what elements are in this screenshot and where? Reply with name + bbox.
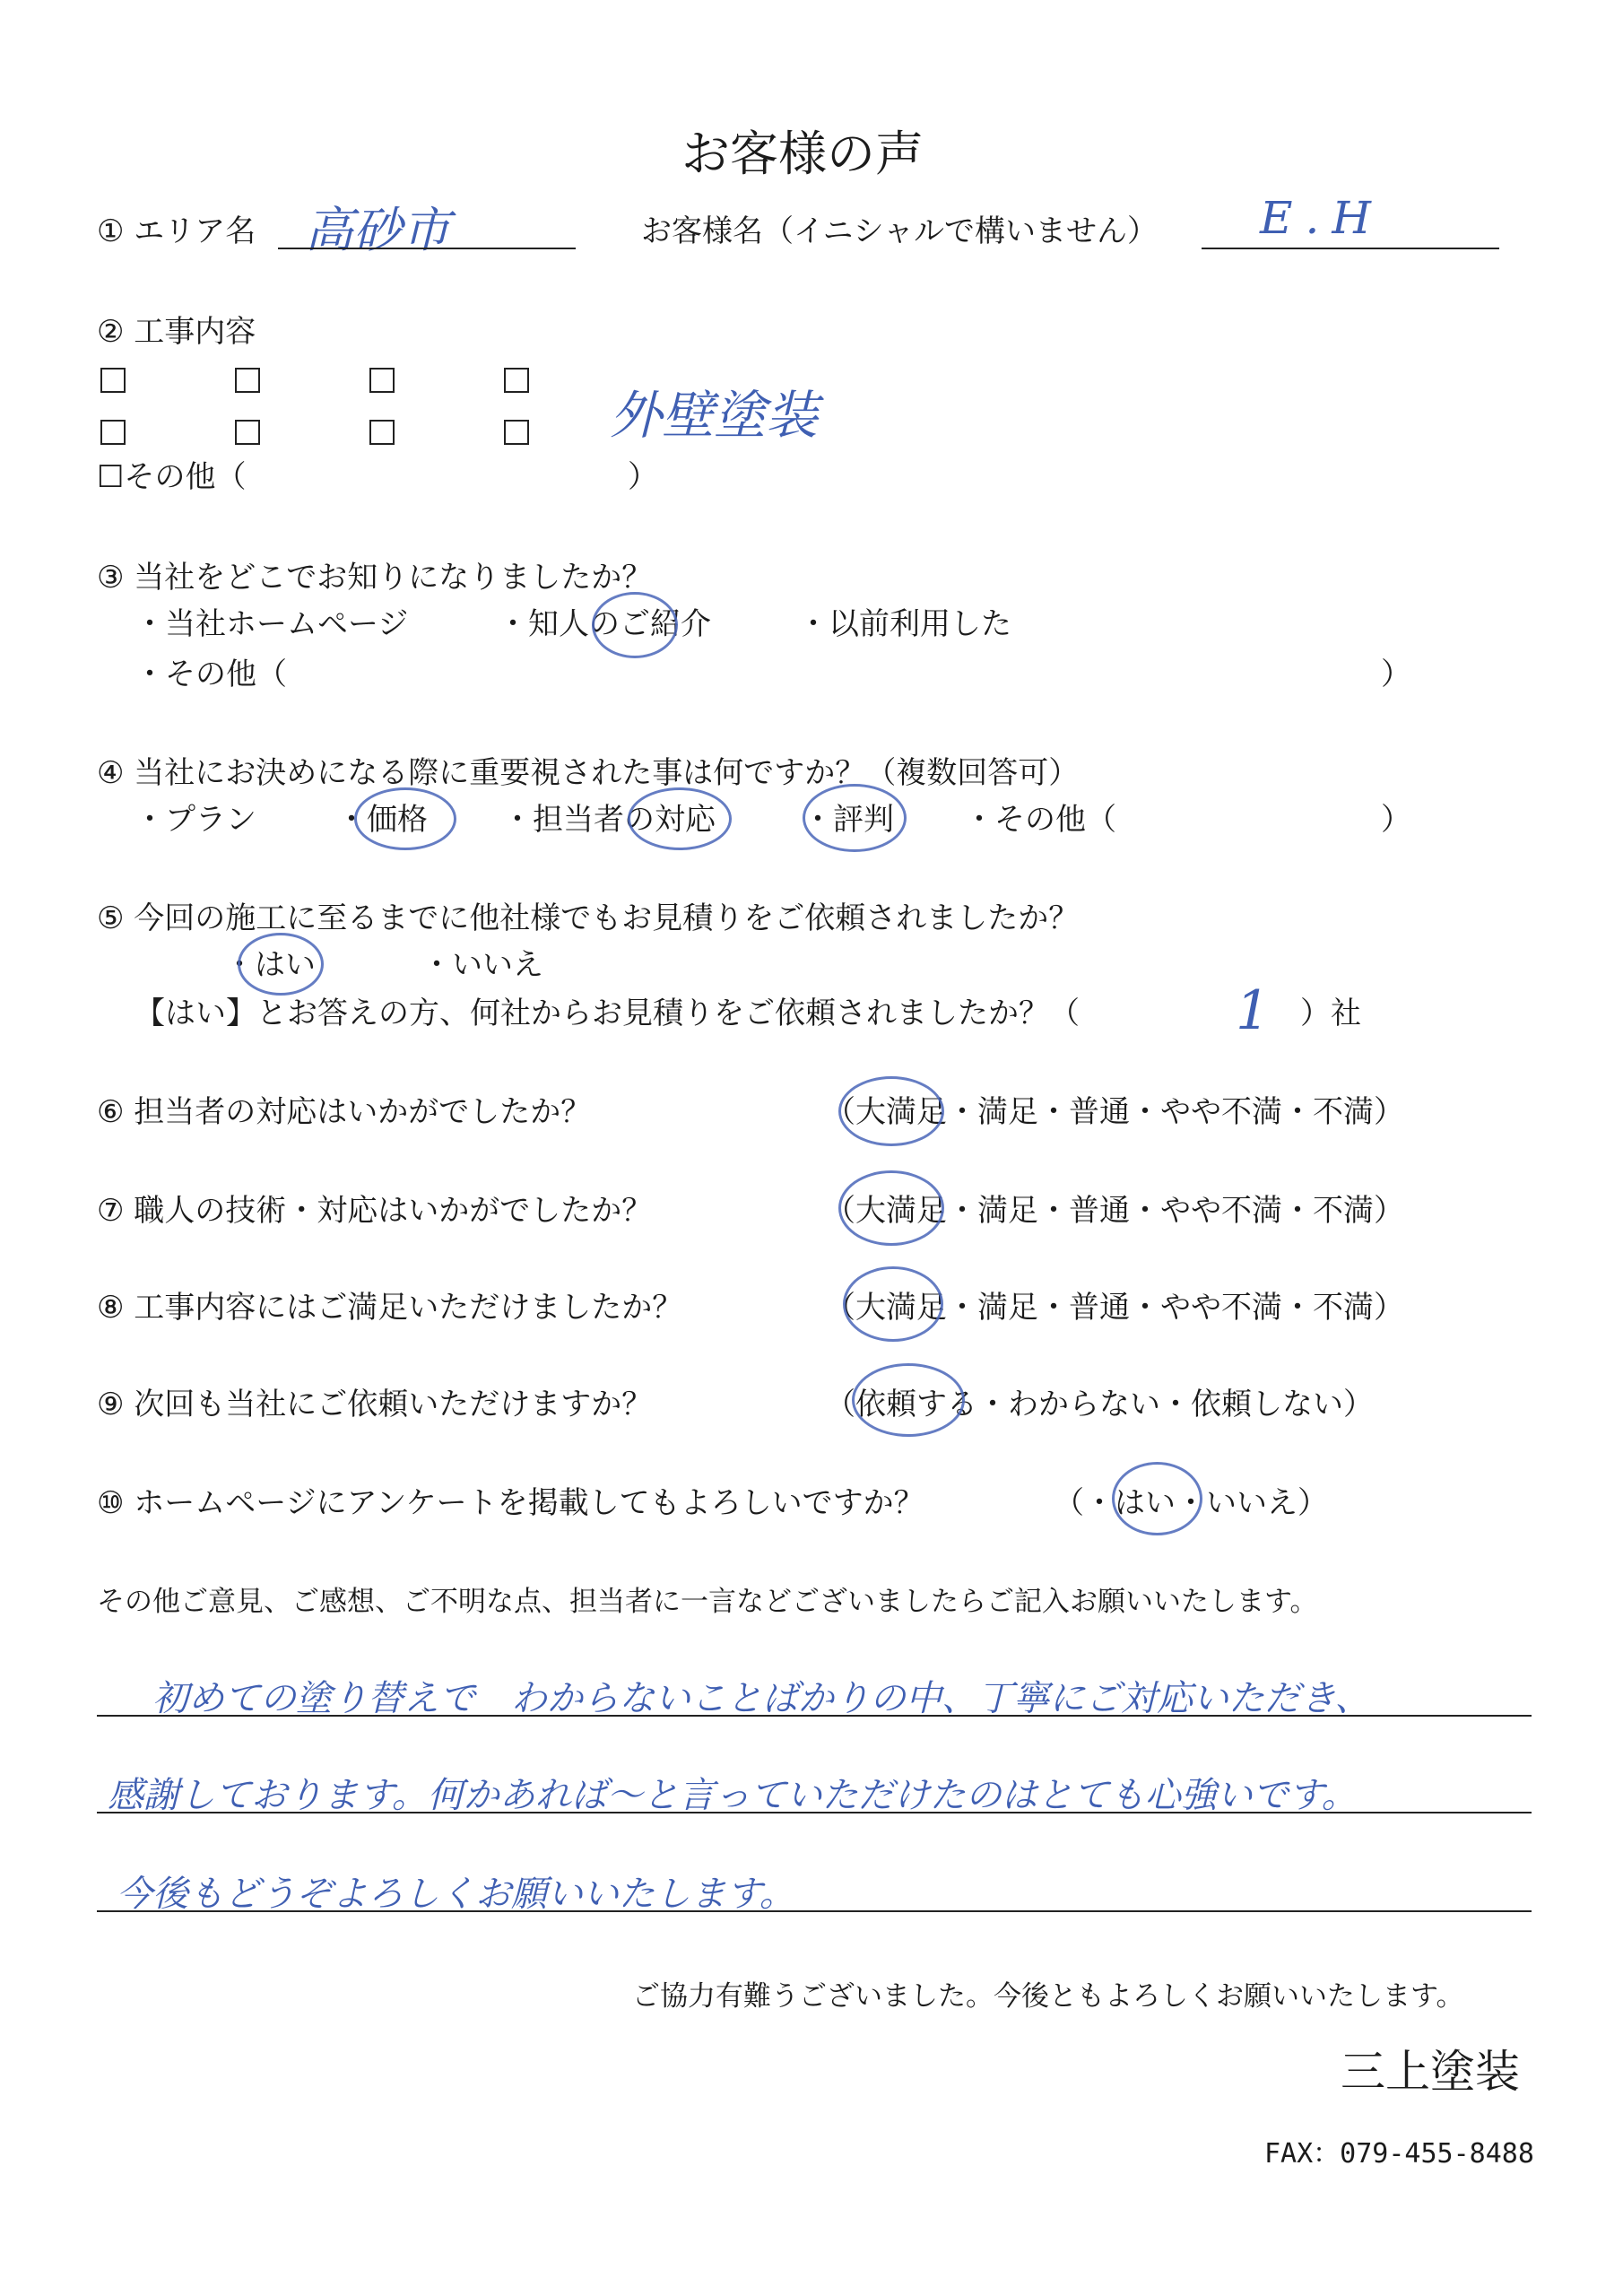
checkbox[interactable] xyxy=(100,420,126,445)
selection-circle xyxy=(628,787,732,850)
q8-scale[interactable]: （大満足・満足・普通・やや不満・不満） xyxy=(825,1290,1404,1326)
q3-label: ③ 当社をどこでお知りになりましたか？ xyxy=(97,560,653,596)
q2-other-close: ） xyxy=(628,459,658,495)
q7-scale[interactable]: （大満足・満足・普通・やや不満・不満） xyxy=(825,1193,1404,1229)
thanks-message: ご協力有難うございました。今後ともよろしくお願いいたします。 xyxy=(632,1980,1464,2013)
customer-underline xyxy=(1202,248,1499,249)
comment-underline-1 xyxy=(97,1715,1532,1717)
page-title: お客様の声 xyxy=(681,126,924,182)
comment-line-2[interactable]: 感謝しております。何かあれば〜と言っていただけたのはとても心強いです。 xyxy=(108,1775,1358,1816)
comment-underline-3 xyxy=(97,1910,1532,1912)
comment-underline-2 xyxy=(97,1812,1532,1813)
q4-option-staff[interactable]: ・担当者の対応 xyxy=(502,802,716,838)
area-label: ① エリア名 xyxy=(97,213,256,249)
q10-scale[interactable]: （・はい・いいえ） xyxy=(1054,1485,1328,1521)
selection-circle xyxy=(354,787,456,850)
q5-followup: 【はい】とお答えの方、何社からお見積りをご依頼されましたか？（ xyxy=(135,996,1080,1031)
q4-option-price[interactable]: ・価格 xyxy=(336,802,428,838)
checkbox[interactable] xyxy=(369,420,395,445)
q5-count[interactable]: 1 xyxy=(1236,979,1271,1042)
q10-label: ⑩ ホームページにアンケートを掲載してもよろしいですか？ xyxy=(97,1485,924,1521)
selection-circle xyxy=(803,784,907,852)
checkbox-grid xyxy=(100,368,549,445)
checkbox[interactable] xyxy=(235,420,260,445)
q9-label: ⑨ 次回も当社にご依頼いただけますか？ xyxy=(97,1387,653,1422)
selection-circle xyxy=(838,1170,944,1246)
comments-prompt: その他ご意見、ご感想、ご不明な点、担当者に一言などございましたらご記入お願いいたします。 xyxy=(97,1586,1318,1618)
checkbox[interactable] xyxy=(100,368,126,393)
q4-option-other-close: ） xyxy=(1381,802,1411,838)
q3-option-homepage[interactable]: ・当社ホームページ xyxy=(135,606,409,642)
checkbox[interactable] xyxy=(504,368,529,393)
selection-circle xyxy=(1112,1462,1202,1535)
q5-option-yes[interactable]: ・はい xyxy=(224,947,316,983)
q2-other-label: ☐その他（ xyxy=(97,459,247,495)
selection-circle xyxy=(238,933,324,996)
q2-label: ② 工事内容 xyxy=(97,314,256,350)
selection-circle xyxy=(592,592,678,658)
q7-label: ⑦ 職人の技術・対応はいかがでしたか？ xyxy=(97,1193,653,1229)
fax-number: FAX：079-455-8488 xyxy=(1264,2138,1534,2170)
checkbox[interactable] xyxy=(235,368,260,393)
checkbox[interactable] xyxy=(369,368,395,393)
q5-option-no[interactable]: ・いいえ xyxy=(421,947,543,983)
q8-label: ⑧ 工事内容にはご満足いただけましたか？ xyxy=(97,1290,683,1326)
area-value[interactable]: 高砂市 xyxy=(305,202,450,258)
selection-circle xyxy=(838,1076,944,1146)
q9-scale[interactable]: （依頼する・わからない・依頼しない） xyxy=(825,1387,1374,1422)
q3-option-previous[interactable]: ・以前利用した xyxy=(798,606,1011,642)
checkbox[interactable] xyxy=(504,420,529,445)
work-content-handwritten[interactable]: 外壁塗装 xyxy=(610,385,819,446)
q4-option-plan[interactable]: ・プラン xyxy=(135,802,256,838)
area-underline xyxy=(278,248,576,249)
selection-circle xyxy=(852,1363,965,1437)
selection-circle xyxy=(843,1266,943,1342)
q5-followup-close: ）社 xyxy=(1300,996,1361,1031)
q4-option-reputation[interactable]: ・評判 xyxy=(803,802,894,838)
q4-option-other[interactable]: ・その他（ xyxy=(964,802,1116,838)
q5-label: ⑤ 今回の施工に至るまでに他社様でもお見積りをご依頼されましたか？ xyxy=(97,900,1080,936)
q3-option-other-close: ） xyxy=(1381,657,1411,692)
q6-label: ⑥ 担当者の対応はいかがでしたか？ xyxy=(97,1094,592,1130)
comment-line-1[interactable]: 初めての塗り替えで わからないことばかりの中、丁寧にご対応いただき、 xyxy=(152,1678,1371,1719)
q3-option-referral[interactable]: ・知人のご紹介 xyxy=(498,606,711,642)
customer-label: お客様名（イニシャルで構いません） xyxy=(641,213,1158,249)
customer-value[interactable]: E.H xyxy=(1260,192,1384,244)
q6-scale[interactable]: （大満足・満足・普通・やや不満・不満） xyxy=(825,1094,1404,1130)
q3-option-other[interactable]: ・その他（ xyxy=(135,657,287,692)
comment-line-3[interactable]: 今後もどうぞよろしくお願いいたします。 xyxy=(117,1874,795,1915)
company-name: 三上塗装 xyxy=(1341,2046,1520,2098)
q4-label: ④ 当社にお決めになる際に重要視された事は何ですか？（複数回答可） xyxy=(97,755,1080,791)
